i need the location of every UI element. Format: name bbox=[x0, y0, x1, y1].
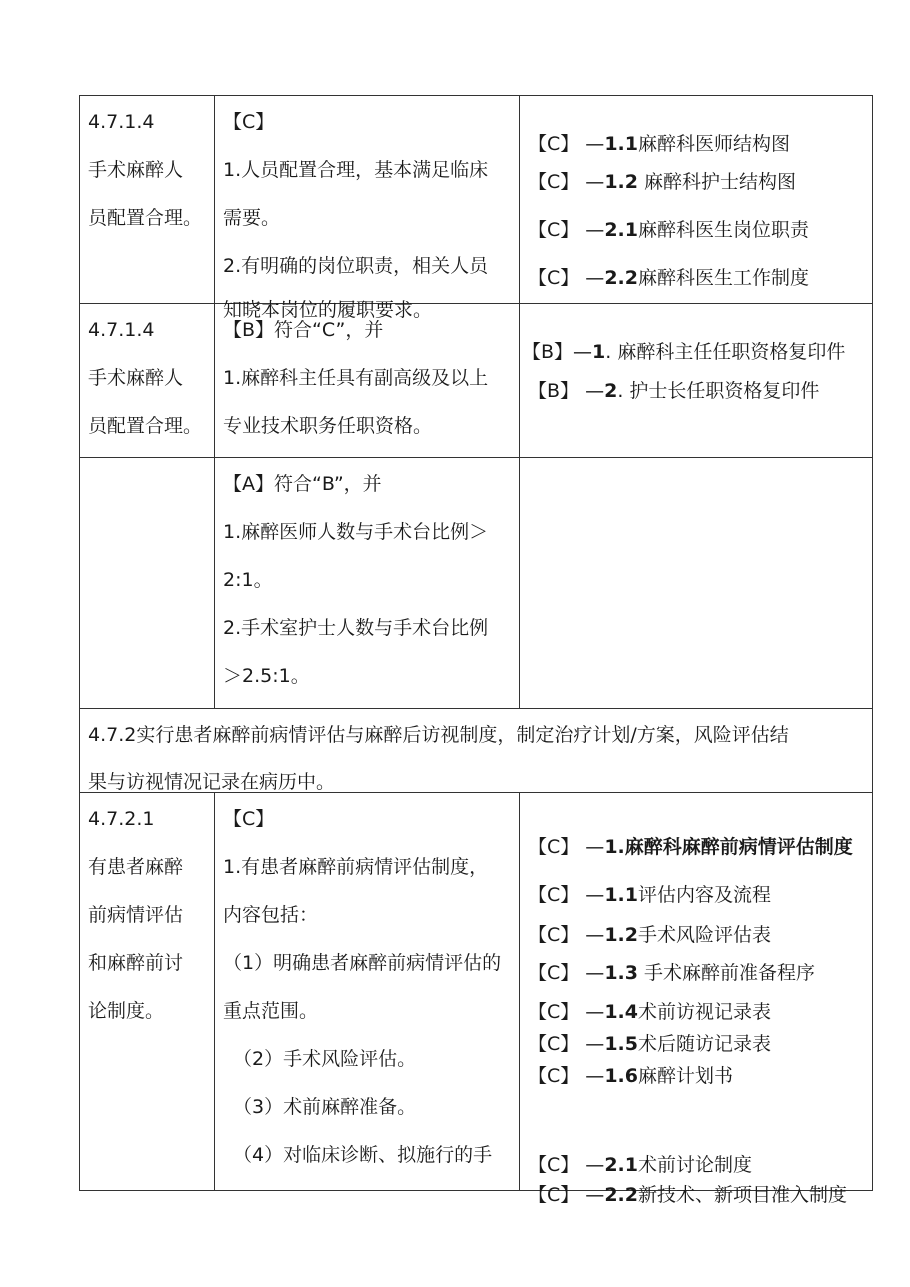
reference-item: 【C】 —2.2新技术、新项目准入制度 bbox=[528, 1184, 847, 1206]
requirement-line: （1）明确患者麻醉前病情评估的 bbox=[223, 952, 502, 974]
reference-item: 【C】 —1.1评估内容及流程 bbox=[528, 884, 771, 906]
section-header-cell bbox=[80, 709, 872, 792]
requirement-line: 1.麻醉科主任具有副高级及以上 bbox=[223, 367, 489, 389]
requirement-line: 【A】符合“B”，并 bbox=[223, 473, 382, 495]
item-code: 4.7.2.1 bbox=[88, 808, 155, 830]
row1-requirement-cell bbox=[215, 96, 519, 321]
item-title-line: 员配置合理。 bbox=[88, 415, 203, 437]
requirement-line: （2）手术风险评估。 bbox=[233, 1048, 417, 1070]
reference-item: 【C】 —1.3 手术麻醉前准备程序 bbox=[528, 962, 816, 984]
section-heading-line: 果与访视情况记录在病历中。 bbox=[88, 771, 336, 793]
table-border-right bbox=[872, 95, 873, 1191]
reference-item: 【C】 —1.4术前访视记录表 bbox=[528, 1001, 771, 1023]
reference-item: 【C】 —1.6麻醉计划书 bbox=[528, 1065, 733, 1087]
row3-requirement-cell bbox=[215, 458, 519, 708]
item-code: 4.7.1.4 bbox=[88, 111, 155, 133]
requirement-line: （3）术前麻醉准备。 bbox=[233, 1096, 417, 1118]
requirement-line: 【B】符合“C”，并 bbox=[223, 319, 384, 341]
item-code: 4.7.1.4 bbox=[88, 319, 155, 341]
requirement-line: 需要。 bbox=[223, 207, 281, 229]
row4-reference-cell bbox=[520, 793, 872, 1206]
requirement-line: 1.人员配置合理，基本满足临床 bbox=[223, 159, 489, 181]
row4-code-cell bbox=[80, 793, 214, 1190]
row2-code-cell bbox=[80, 304, 214, 457]
reference-item: 【C】 —1.2 麻醉科护士结构图 bbox=[528, 171, 797, 193]
item-title-line: 论制度。 bbox=[88, 1000, 165, 1022]
item-title-line: 前病情评估 bbox=[88, 904, 184, 926]
item-title-line: 有患者麻醉 bbox=[88, 856, 184, 878]
row2-requirement-cell bbox=[215, 304, 519, 457]
item-title-line: 手术麻醉人 bbox=[88, 159, 184, 181]
requirement-line: 2.有明确的岗位职责，相关人员 bbox=[223, 255, 489, 277]
reference-item: 【C】 —1.2手术风险评估表 bbox=[528, 924, 771, 946]
requirement-line: （4）对临床诊断、拟施行的手 bbox=[233, 1144, 493, 1166]
requirement-line: 2.手术室护士人数与手术台比例 bbox=[223, 617, 489, 639]
grade-label: 【C】 bbox=[223, 111, 275, 133]
reference-item: 【C】 —2.2麻醉科医生工作制度 bbox=[528, 267, 809, 289]
row1-code-cell bbox=[80, 96, 214, 303]
item-title-line: 和麻醉前讨 bbox=[88, 952, 184, 974]
reference-item: 【C】 —2.1麻醉科医生岗位职责 bbox=[528, 219, 809, 241]
item-title-line: 手术麻醉人 bbox=[88, 367, 184, 389]
reference-item: 【C】 —2.1术前讨论制度 bbox=[528, 1154, 752, 1176]
reference-item: 【C】 —1.5术后随访记录表 bbox=[528, 1033, 771, 1055]
row2-reference-cell bbox=[520, 304, 872, 457]
item-title-line: 员配置合理。 bbox=[88, 207, 203, 229]
row4-requirement-cell bbox=[215, 793, 519, 1190]
requirement-line: 专业技术职务任职资格。 bbox=[223, 415, 433, 437]
requirement-line: 重点范围。 bbox=[223, 1000, 319, 1022]
requirement-line: 知晓本岗位的履职要求。 bbox=[223, 299, 433, 321]
requirement-line: 内容包括： bbox=[223, 904, 319, 926]
grade-label: 【C】 bbox=[223, 808, 275, 830]
reference-item: 【B】—1. 麻醉科主任任职资格复印件 bbox=[522, 341, 846, 363]
requirement-line: 2:1。 bbox=[223, 569, 273, 591]
reference-item: 【C】 —1.麻醉科麻醉前病情评估制度 bbox=[528, 836, 853, 858]
section-heading-line: 4.7.2实行患者麻醉前病情评估与麻醉后访视制度，制定治疗计划/方案，风险评估结 bbox=[88, 724, 789, 746]
requirement-line: 1.有患者麻醉前病情评估制度， bbox=[223, 856, 489, 878]
requirement-line: 1.麻醉医师人数与手术台比例＞ bbox=[223, 521, 489, 543]
reference-item: 【B】 —2. 护士长任职资格复印件 bbox=[528, 380, 820, 402]
requirement-line: ＞2.5:1。 bbox=[223, 665, 310, 687]
reference-item: 【C】 —1.1麻醉科医师结构图 bbox=[528, 133, 790, 155]
row1-reference-cell bbox=[520, 96, 872, 303]
